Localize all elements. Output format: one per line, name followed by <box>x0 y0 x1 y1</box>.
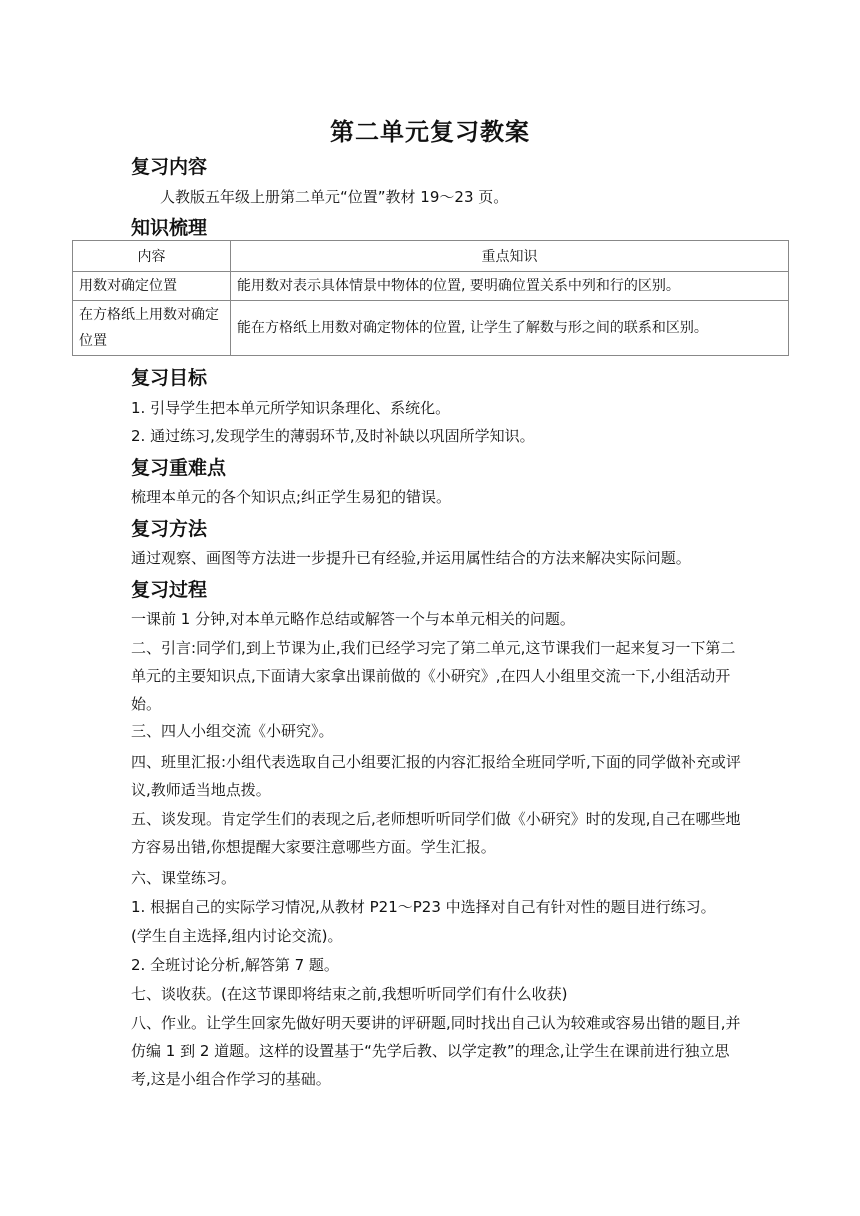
table-cell-topic: 在方格纸上用数对确定位置 <box>73 301 231 356</box>
heading-method: 复习方法 <box>131 518 208 540</box>
process-item: 七、谈收获。(在这节课即将结束之前,我想听听同学们有什么收获) <box>131 985 568 1003</box>
heading-knowledge: 知识梳理 <box>131 217 208 239</box>
process-item: 八、作业。让学生回家先做好明天要讲的评研题,同时找出自己认为较难或容易出错的题目,并仿编 1 到 2 道题。这样的设置基于“先学后教、以学定教”的理念,让学生在课前进行独立思考,这是小组合作学习的基础。 <box>131 1014 741 1088</box>
goal-item: 2. 通过练习,发现学生的薄弱环节,及时补缺以巩固所学知识。 <box>131 427 535 445</box>
process-item: 二、引言:同学们,到上节课为止,我们已经学习完了第二单元,这节课我们一起来复习一下第二单元的主要知识点,下面请大家拿出课前做的《小研究》,在四人小组里交流一下,小组活动开始。 <box>131 639 736 713</box>
process-item: 五、谈发现。肯定学生们的表现之后,老师想听听同学们做《小研究》时的发现,自己在哪些地方容易出错,你想提醒大家要注意哪些方面。学生汇报。 <box>131 810 741 856</box>
knowledge-table <box>72 240 789 356</box>
table-cell-knowledge: 能在方格纸上用数对确定物体的位置, 让学生了解数与形之间的联系和区别。 <box>231 301 789 356</box>
heading-process: 复习过程 <box>131 579 208 601</box>
heading-difficulty: 复习重难点 <box>131 457 227 479</box>
table-cell-knowledge: 能用数对表示具体情景中物体的位置, 要明确位置关系中列和行的区别。 <box>231 272 789 301</box>
process-item: 2. 全班讨论分析,解答第 7 题。 <box>131 956 339 974</box>
table-header-content: 内容 <box>73 241 231 272</box>
table-header-row <box>73 241 789 272</box>
process-item: (学生自主选择,组内讨论交流)。 <box>131 927 343 945</box>
heading-review-content: 复习内容 <box>131 156 208 178</box>
process-item: 1. 根据自己的实际学习情况,从教材 P21～P23 中选择对自己有针对性的题目进行练习。 <box>131 898 716 916</box>
method-text: 通过观察、画图等方法进一步提升已有经验,并运用属性结合的方法来解决实际问题。 <box>131 549 691 567</box>
heading-goals: 复习目标 <box>131 367 208 389</box>
process-item: 四、班里汇报:小组代表选取自己小组要汇报的内容汇报给全班同学听,下面的同学做补充或评议,教师适当地点拨。 <box>131 753 741 799</box>
table-row <box>73 301 789 356</box>
table-header-key-knowledge: 重点知识 <box>231 241 789 272</box>
goal-item: 1. 引导学生把本单元所学知识条理化、系统化。 <box>131 399 451 417</box>
review-content-text: 人教版五年级上册第二单元“位置”教材 19～23 页。 <box>160 188 509 206</box>
process-item: 六、课堂练习。 <box>131 869 237 887</box>
document-title: 第二单元复习教案 <box>330 118 530 146</box>
table-row <box>73 272 789 301</box>
process-item: 一课前 1 分钟,对本单元略作总结或解答一个与本单元相关的问题。 <box>131 610 575 628</box>
difficulty-text: 梳理本单元的各个知识点;纠正学生易犯的错误。 <box>131 488 452 506</box>
table-cell-topic: 用数对确定位置 <box>73 272 231 301</box>
process-item: 三、四人小组交流《小研究》。 <box>131 722 334 740</box>
